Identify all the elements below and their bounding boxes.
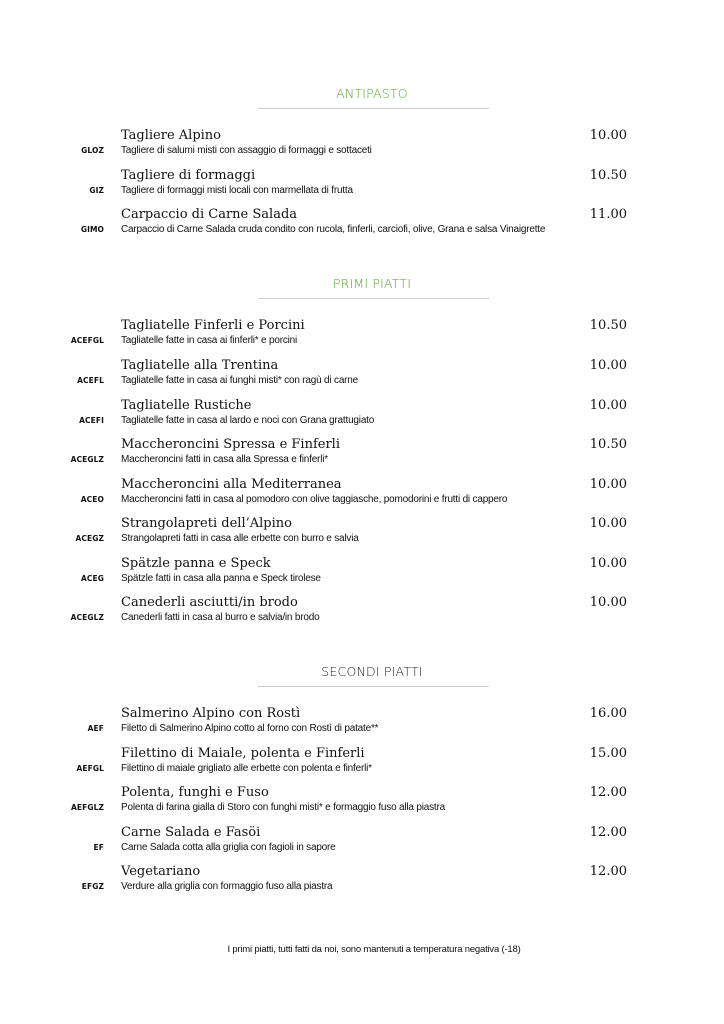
dish-name: Filettino di Maiale, polenta e Finferli [121,746,365,761]
allergen-codes: AEFGL [76,764,104,773]
dish-name: Tagliatelle Rustiche [121,398,252,413]
footnote: I primi piatti, tutti fatti da noi, sono mantenuti a temperatura negativa (-18) [227,943,521,955]
dish-description: Strangolapreti fatti in casa alle erbette con burro e salvia [121,533,359,544]
menu-item [0,128,724,162]
section-title-primi-piatti: PRIMI PIATTI [332,276,412,291]
menu-item [0,864,724,898]
allergen-codes: ACEGLZ [70,455,104,464]
dish-name: Tagliatelle alla Trentina [121,358,279,373]
dish-description: Tagliatelle fatte in casa al lardo e noci con Grana grattugiato [121,415,375,426]
dish-description: Tagliere di salumi misti con assaggio di formaggi e sottaceti [121,145,372,156]
dish-price: 10.00 [589,477,627,492]
allergen-codes: GLOZ [81,146,104,155]
dish-name: Carne Salada e Fasöi [121,825,261,840]
menu-item [0,516,724,550]
allergen-codes: ACEFGL [70,336,104,345]
menu-item [0,595,724,629]
dish-name: Maccheroncini alla Mediterranea [121,477,342,492]
dish-name: Carpaccio di Carne Salada [121,207,298,222]
dish-description: Polenta di farina gialla di Storo con funghi misti* e formaggio fuso alla piastra [121,802,445,813]
dish-price: 16.00 [589,706,627,721]
dish-price: 10.00 [589,556,627,571]
dish-price: 10.00 [589,595,627,610]
dish-description: Verdure alla griglia con formaggio fuso alla piastra [121,881,333,892]
dish-name: Tagliere Alpino [121,128,222,143]
dish-name: Vegetariano [121,864,201,879]
menu-item [0,358,724,392]
dish-description: Maccheroncini fatti in casa al pomodoro con olive taggiasche, pomodorini e frutti di cappero [121,494,508,505]
allergen-codes: ACEGZ [75,534,104,543]
menu-item [0,207,724,241]
menu-item [0,746,724,780]
menu-item [0,168,724,202]
dish-name: Strangolapreti dell’Alpino [121,516,292,531]
dish-price: 10.00 [589,398,627,413]
dish-price: 11.00 [589,207,627,222]
dish-description: Tagliatelle fatte in casa ai funghi misti* con ragù di carne [121,375,359,386]
dish-description: Canederli fatti in casa al burro e salvia/in brodo [121,612,320,623]
menu-item [0,706,724,740]
dish-description: Maccheroncini fatti in casa alla Spressa e finferli* [121,454,328,465]
dish-name: Spätzle panna e Speck [121,556,271,571]
dish-description: Spätzle fatti in casa alla panna e Speck tirolese [121,573,321,584]
dish-description: Tagliere di formaggi misti locali con marmellata di frutta [121,185,353,196]
dish-description: Filetto di Salmerino Alpino cotto al forno con Rostì di patate** [121,723,379,734]
dish-description: Carpaccio di Carne Salada cruda condito con rucola, finferli, carciofi, olive, Grana e salsa Vinaigrette [121,224,546,235]
dish-description: Filettino di maiale grigliato alle erbette con polenta e finferli* [121,763,372,774]
allergen-codes: ACEFL [77,376,104,385]
dish-price: 12.00 [589,864,627,879]
allergen-codes: GIMO [80,225,104,234]
dish-price: 10.00 [589,516,627,531]
menu-item [0,437,724,471]
dish-description: Tagliatelle fatte in casa ai finferli* e porcini [121,335,298,346]
allergen-codes: ACEFI [79,416,104,425]
allergen-codes: AEF [87,724,104,733]
menu-item [0,398,724,432]
section-divider [258,108,489,109]
allergen-codes: EFGZ [81,882,104,891]
menu-item [0,556,724,590]
dish-price: 10.00 [589,358,627,373]
allergen-codes: GIZ [89,186,104,195]
menu-item [0,477,724,511]
section-title-secondi-piatti: SECONDI PIATTI [321,664,423,679]
dish-price: 10.50 [589,437,627,452]
menu-item [0,318,724,352]
dish-price: 12.00 [589,785,627,800]
dish-name: Canederli asciutti/in brodo [121,595,298,610]
menu-item [0,785,724,819]
dish-name: Tagliere di formaggi [121,168,256,183]
menu-item [0,825,724,859]
allergen-codes: ACEO [80,495,104,504]
section-divider [258,298,489,299]
section-divider [258,686,489,687]
dish-price: 10.50 [589,318,627,333]
allergen-codes: ACEG [81,574,104,583]
allergen-codes: ACEGLZ [70,613,104,622]
dish-price: 10.50 [589,168,627,183]
dish-price: 15.00 [589,746,627,761]
dish-name: Polenta, funghi e Fuso [121,785,269,800]
dish-price: 12.00 [589,825,627,840]
dish-price: 10.00 [589,128,627,143]
section-title-antipasto: ANTIPASTO [336,86,408,101]
allergen-codes: EF [93,843,104,852]
dish-description: Carne Salada cotta alla griglia con fagioli in sapore [121,842,336,853]
dish-name: Maccheroncini Spressa e Finferli [121,437,340,452]
dish-name: Salmerino Alpino con Rostì [121,706,301,721]
allergen-codes: AEFGLZ [70,803,104,812]
dish-name: Tagliatelle Finferli e Porcini [121,318,305,333]
